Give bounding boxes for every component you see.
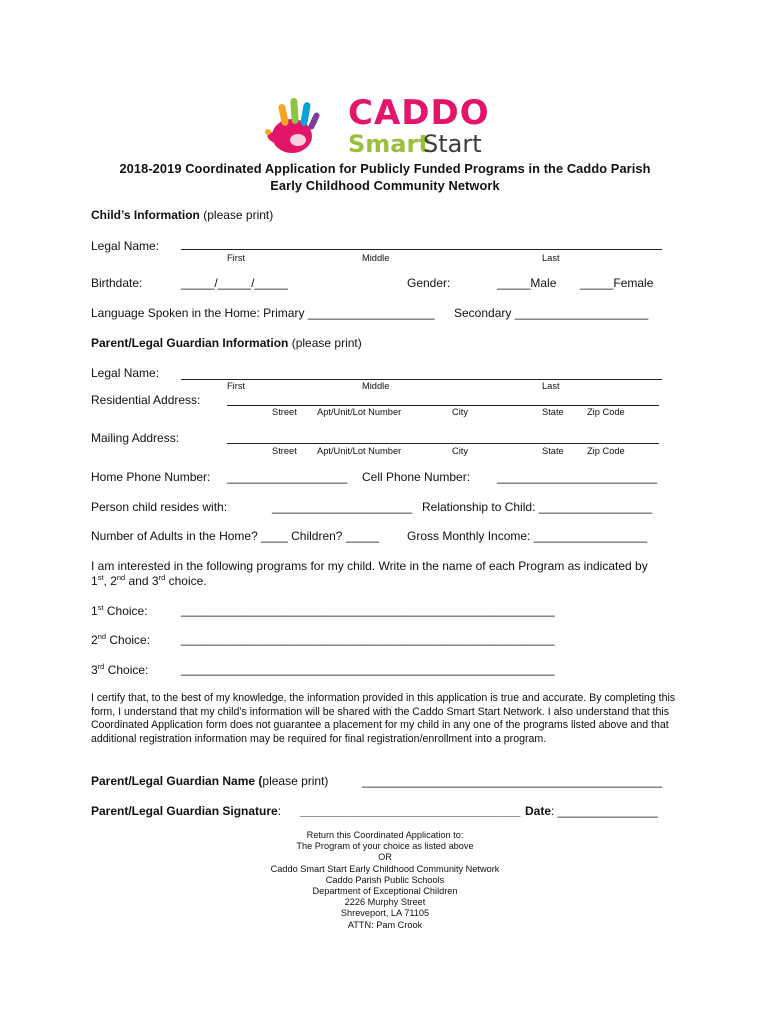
guardian-middle-label: Middle — [362, 381, 390, 391]
relationship-field[interactable]: Relationship to Child: _________________ — [422, 500, 653, 514]
birthdate-label: Birthdate: — [91, 276, 143, 290]
logo-smart-text: Smart — [348, 130, 430, 158]
resides-with-label: Person child resides with: — [91, 500, 228, 514]
date-label: Date — [525, 804, 552, 818]
footer-line: Caddo Smart Start Early Childhood Community Network — [270, 863, 500, 874]
guardian-last-label: Last — [542, 381, 560, 391]
gender-female-option[interactable]: _____Female — [580, 276, 654, 290]
guardian-legal-name-label: Legal Name: — [91, 366, 160, 380]
guardian-signature-label — [91, 804, 281, 818]
mailing-street-label: Street — [272, 446, 297, 456]
residential-address-field[interactable] — [227, 405, 659, 406]
logo-start-text: Start — [423, 130, 482, 158]
choice-text: Choice: — [106, 633, 151, 647]
guardian-signature-label-text: Parent/Legal Guardian Signature — [91, 804, 278, 818]
intro-second: , 2 — [103, 574, 117, 588]
child-last-label: Last — [542, 253, 560, 263]
residential-state-label: State — [542, 407, 564, 417]
first-choice-field[interactable]: ________________________________________________________ — [181, 603, 555, 617]
mailing-apt-label: Apt/Unit/Lot Number — [317, 446, 402, 456]
guardian-legal-name-field[interactable] — [181, 379, 662, 380]
child-info-heading-text: Child’s Information — [91, 208, 200, 222]
footer-line: The Program of your choice as listed above — [296, 841, 474, 852]
mailing-address-label: Mailing Address: — [91, 431, 180, 445]
footer-line: ATTN: Pam Crook — [347, 919, 423, 930]
footer-line: Shreveport, LA 71105 — [340, 908, 430, 919]
residential-city-label: City — [452, 407, 469, 417]
gross-income-field[interactable]: Gross Monthly Income: _________________ — [407, 529, 648, 543]
choice-num: 2 — [91, 633, 98, 647]
guardian-signature-field[interactable]: _________________________________ — [300, 804, 521, 818]
footer-line: 2226 Murphy Street — [344, 897, 426, 908]
caddo-smart-start-logo — [258, 92, 508, 160]
programs-intro-line1: I am interested in the following programs for my child. Write in the name of each Program as indicated by — [91, 559, 648, 573]
child-middle-label: Middle — [362, 253, 390, 263]
guardian-info-heading-note: (please print) — [291, 336, 362, 350]
residential-street-label: Street — [272, 407, 297, 417]
gender-label: Gender: — [407, 276, 451, 290]
language-secondary-field[interactable]: Secondary ____________________ — [454, 306, 649, 320]
footer-line: OR — [378, 852, 392, 863]
cell-phone-field[interactable]: ________________________ — [497, 470, 658, 484]
intro-rd: rd — [158, 573, 166, 582]
guardian-first-label: First — [227, 381, 246, 391]
mailing-city-label: City — [452, 446, 469, 456]
form-title-line2: Early Childhood Community Network — [270, 178, 500, 193]
third-choice-label — [91, 662, 148, 677]
child-legal-name-field[interactable] — [181, 249, 662, 250]
child-info-heading — [91, 208, 273, 222]
guardian-name-label — [91, 774, 328, 788]
second-choice-label — [91, 632, 150, 647]
form-title-line1: 2018-2019 Coordinated Application for Publicly Funded Programs in the Caddo Parish — [119, 161, 651, 176]
language-primary-field[interactable]: Language Spoken in the Home: Primary ___________________ — [91, 306, 435, 320]
date-field[interactable]: : _______________ — [551, 804, 658, 818]
choice-text: Choice: — [104, 663, 149, 677]
household-count-field[interactable]: Number of Adults in the Home? ____ Children? _____ — [91, 529, 380, 543]
choice-num: 3 — [91, 663, 98, 677]
mailing-state-label: State — [542, 446, 564, 456]
mailing-zip-label: Zip Code — [587, 446, 625, 456]
footer-line: Return this Coordinated Application to: — [306, 830, 464, 840]
choice-num: 1 — [91, 604, 98, 618]
guardian-info-heading-text: Parent/Legal Guardian Information — [91, 336, 289, 350]
residential-zip-label: Zip Code — [587, 407, 625, 417]
footer-line: Department of Exceptional Children — [312, 886, 458, 897]
signature-date[interactable] — [525, 804, 658, 818]
certification-paragraph: I certify that, to the best of my knowledge, the information provided in this application is true and accurate. By completing this form, I understand that my child’s information will be shared with the Caddo Smart Start Network. I also understand that this Coordinated Application form does not guarantee a placement for my child in any one of the programs listed above and that additional registration information may be required for final registration/enrollment into a program. — [91, 692, 676, 745]
residential-address-label: Residential Address: — [91, 393, 201, 407]
guardian-name-field[interactable]: _____________________________________________ — [362, 774, 663, 788]
third-choice-field[interactable]: ________________________________________________________ — [181, 662, 555, 676]
child-legal-name-label: Legal Name: — [91, 239, 160, 253]
intro-st: st — [97, 573, 104, 582]
home-phone-field[interactable]: __________________ — [227, 470, 348, 484]
guardian-info-heading — [91, 336, 362, 350]
intro-end: choice. — [165, 574, 207, 588]
choice-sup: st — [97, 603, 104, 612]
intro-first: 1 — [91, 574, 98, 588]
birthdate-field[interactable]: _____/_____/_____ — [181, 276, 288, 290]
return-instructions — [0, 830, 770, 931]
resides-with-field[interactable]: _____________________ — [272, 500, 413, 514]
footer-line: Caddo Parish Public Schools — [325, 874, 445, 885]
guardian-signature-colon: : — [277, 804, 282, 818]
child-info-heading-note: (please print) — [203, 208, 274, 222]
second-choice-field[interactable]: ________________________________________________________ — [181, 632, 555, 646]
home-phone-label: Home Phone Number: — [91, 470, 211, 484]
handprint-icon — [265, 98, 321, 153]
choice-sup: rd — [97, 662, 105, 671]
choice-text: Choice: — [103, 604, 148, 618]
intro-third: and 3 — [125, 574, 159, 588]
programs-intro-line2 — [91, 573, 207, 588]
intro-nd: nd — [116, 573, 126, 582]
gender-male-option[interactable]: _____Male — [497, 276, 557, 290]
cell-phone-label: Cell Phone Number: — [362, 470, 471, 484]
logo-caddo-text: CADDO — [348, 93, 490, 133]
mailing-address-field[interactable] — [227, 443, 659, 444]
guardian-name-label-bold: Parent/Legal Guardian Name ( — [91, 774, 263, 788]
child-first-label: First — [227, 253, 246, 263]
first-choice-label — [91, 603, 148, 618]
choice-sup: nd — [97, 632, 107, 641]
guardian-name-label-rest: please print) — [262, 774, 329, 788]
residential-apt-label: Apt/Unit/Lot Number — [317, 407, 402, 417]
